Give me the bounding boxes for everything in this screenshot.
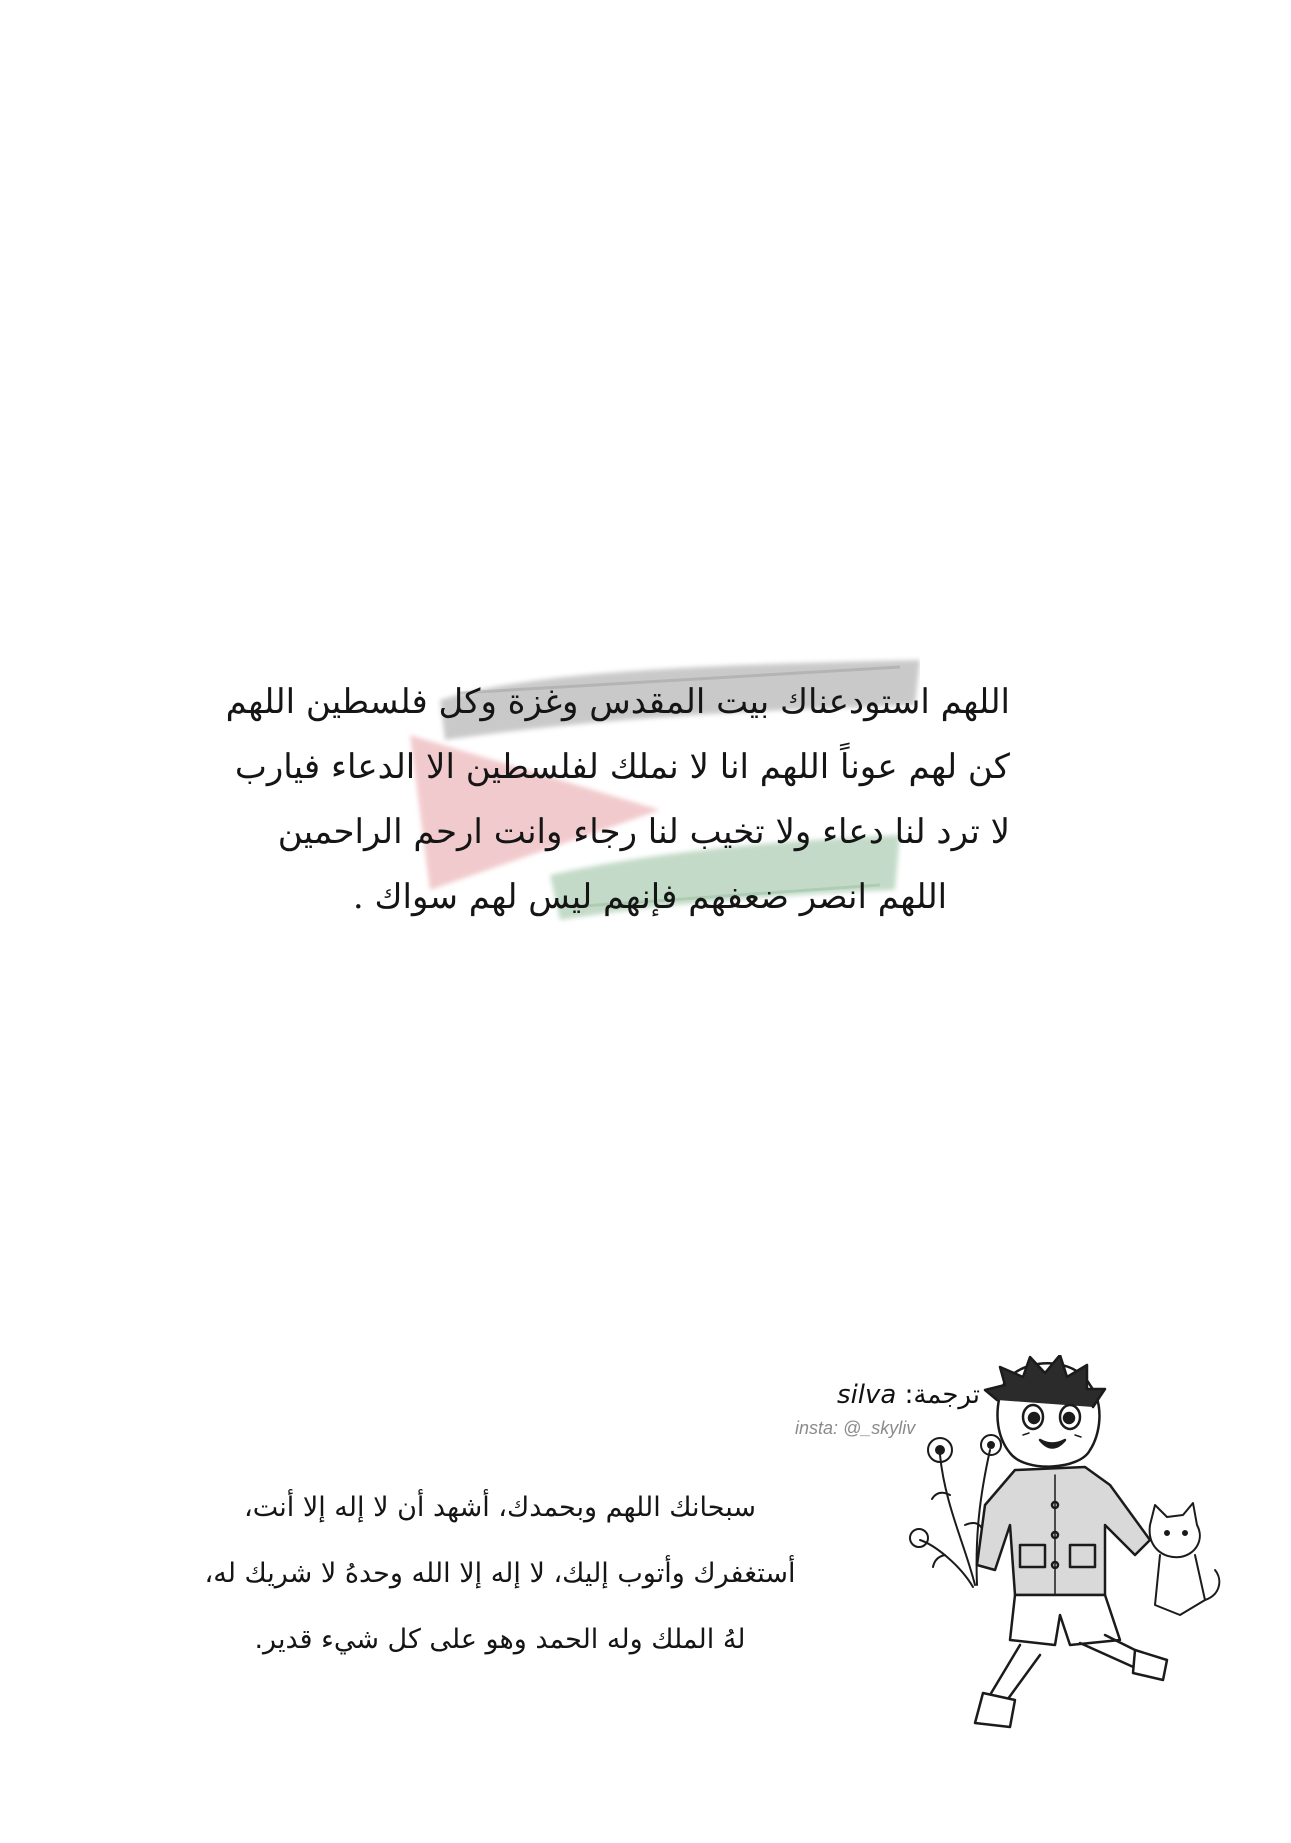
credit-label: ترجمة: xyxy=(904,1380,980,1410)
manga-boy-illustration xyxy=(905,1355,1225,1735)
instagram-handle: insta: @_skyliv xyxy=(795,1418,916,1438)
prayer-line: كن لهم عوناً اللهم انا لا نملك لفلسطين الا الدعاء فيارب xyxy=(234,747,1010,787)
dhikr-text xyxy=(180,1475,820,1673)
prayer-block xyxy=(225,640,1010,960)
dhikr-line: أستغفرك وأتوب إليك، لا إله إلا الله وحدهُ لا شريك له، xyxy=(204,1558,796,1589)
boy-legs xyxy=(975,1595,1167,1727)
dhikr-line: لهُ الملك وله الحمد وهو على كل شيء قدير. xyxy=(254,1624,746,1655)
prayer-line: لا ترد لنا دعاء ولا تخيب لنا رجاء وانت ارحم الراحمين xyxy=(277,812,1010,852)
boy-head xyxy=(985,1355,1105,1467)
dhikr-line: سبحانك اللهم وبحمدك، أشهد أن لا إله إلا أنت، xyxy=(244,1492,756,1523)
boy-body xyxy=(977,1467,1150,1595)
prayer-line: اللهم انصر ضعفهم فإنهم ليس لهم سواك . xyxy=(352,877,948,917)
cat-figure xyxy=(1150,1503,1220,1615)
prayer-text xyxy=(225,670,1010,930)
prayer-line: اللهم استودعناك بيت المقدس وغزة وكل فلسطين اللهم xyxy=(225,682,1010,722)
translator-name: silva xyxy=(837,1380,897,1410)
